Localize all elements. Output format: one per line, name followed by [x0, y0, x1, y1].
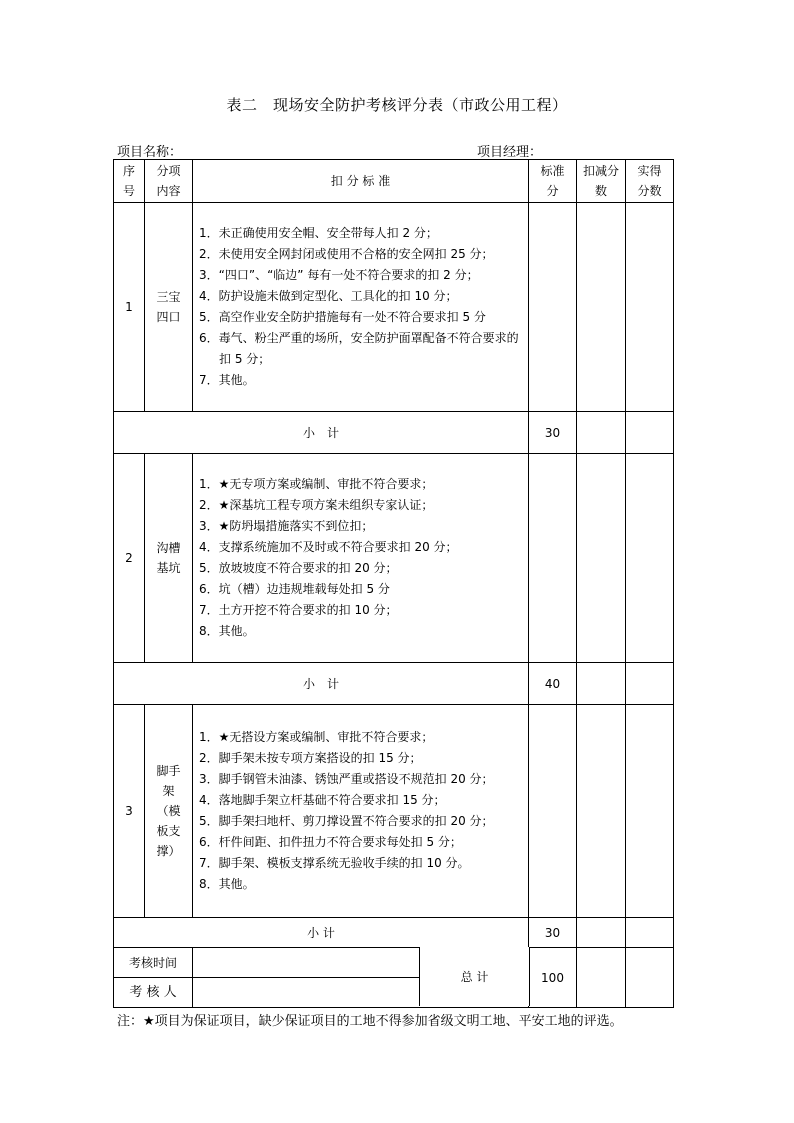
- criteria-line: 6．杆件间距、扣件扭力不符合要求每处扣 5 分；: [199, 835, 462, 849]
- deduct-cell[interactable]: [577, 663, 626, 705]
- section-no: 3: [114, 705, 145, 918]
- criteria-line: 4．落地脚手架立杆基础不符合要求扣 15 分；: [199, 793, 446, 807]
- criteria-line: 5．放坡坡度不符合要求的扣 20 分；: [199, 561, 398, 575]
- criteria-line: 2．未使用安全网封闭或使用不合格的安全网扣 25 分；: [199, 247, 494, 261]
- score-table: [113, 159, 674, 1008]
- subtotal-score: 30: [529, 412, 577, 454]
- total-label: 总 计: [460, 970, 489, 984]
- project-manager-label: 项目经理：: [477, 145, 543, 160]
- criteria-line: 7．土方开挖不符合要求的扣 10 分；: [199, 603, 398, 617]
- deduct-cell[interactable]: [577, 705, 626, 918]
- criteria-line: 3．“四口”、“临边” 每有一处不符合要求的扣 2 分；: [199, 268, 479, 282]
- section-criteria: [193, 454, 529, 663]
- total-actual-cell[interactable]: [626, 948, 674, 1008]
- section-row: [114, 454, 674, 663]
- header-no: 序号: [114, 160, 145, 203]
- criteria-line: 2．★深基坑工程专项方案未组织专家认证；: [199, 498, 434, 512]
- criteria-line: 8．其他。: [199, 624, 255, 638]
- header-standard: 标准分: [529, 160, 577, 203]
- actual-cell[interactable]: [626, 918, 674, 948]
- section-row: [114, 705, 674, 918]
- deduct-cell[interactable]: [577, 918, 626, 948]
- section-no: 1: [114, 203, 145, 412]
- subtotal-score: 30: [529, 918, 577, 948]
- criteria-line: 1．★无搭设方案或编制、审批不符合要求；: [199, 730, 434, 744]
- assessor-label: 考 核 人: [114, 978, 193, 1008]
- standard-cell: [529, 454, 577, 663]
- criteria-line: 1．★无专项方案或编制、审批不符合要求；: [199, 477, 434, 491]
- criteria-line: 3．脚手钢管未油漆、锈蚀严重或搭设不规范扣 20 分；: [199, 772, 494, 786]
- subtotal-label: 小 计: [114, 663, 529, 705]
- header-deduct: 扣减分数: [577, 160, 626, 203]
- project-name-label: 项目名称：: [117, 145, 183, 160]
- standard-cell: [529, 705, 577, 918]
- header-row: [114, 160, 674, 203]
- criteria-line: 扣 5 分；: [219, 352, 271, 366]
- subtotal-score: 40: [529, 663, 577, 705]
- section-criteria: [193, 705, 529, 918]
- criteria-line: 4．防护设施未做到定型化、工具化的扣 10 分；: [199, 289, 458, 303]
- deduct-cell[interactable]: [577, 412, 626, 454]
- criteria-line: 8．其他。: [199, 877, 255, 891]
- actual-cell[interactable]: [626, 454, 674, 663]
- header-item: 分项内容: [145, 160, 193, 203]
- deduct-cell[interactable]: [577, 454, 626, 663]
- criteria-line: 4．支撑系统施加不及时或不符合要求扣 20 分；: [199, 540, 458, 554]
- total-score: 100: [529, 948, 577, 1008]
- footer-row-time: [114, 948, 674, 978]
- criteria-line: 3．★防坍塌措施落实不到位扣；: [199, 519, 374, 533]
- criteria-line: 7．脚手架、模板支撑系统无验收手续的扣 10 分。: [199, 856, 470, 870]
- subtotal-label: 小 计: [114, 918, 529, 948]
- total-deduct-cell[interactable]: [577, 948, 626, 1008]
- subtotal-label: 小 计: [114, 412, 529, 454]
- criteria-line: 1．未正确使用安全帽、安全带每人扣 2 分；: [199, 226, 438, 240]
- subtotal-row: [114, 918, 674, 948]
- criteria-line: 7．其他。: [199, 373, 255, 387]
- standard-cell: [529, 203, 577, 412]
- section-criteria: [193, 203, 529, 412]
- footnote: 注：★项目为保证项目，缺少保证项目的工地不得参加省级文明工地、平安工地的评选。: [117, 1014, 623, 1029]
- actual-cell[interactable]: [626, 412, 674, 454]
- criteria-line: 2．脚手架未按专项方案搭设的扣 15 分；: [199, 751, 422, 765]
- criteria-line: 5．高空作业安全防护措施每有一处不符合要求扣 5 分: [199, 310, 486, 324]
- actual-cell[interactable]: [626, 203, 674, 412]
- section-no: 2: [114, 454, 145, 663]
- actual-cell[interactable]: [626, 663, 674, 705]
- criteria-line: 6．毒气、粉尘严重的场所，安全防护面罩配备不符合要求的: [199, 331, 519, 345]
- section-name: 脚手架（模板支撑）: [145, 705, 193, 918]
- deduct-cell[interactable]: [577, 203, 626, 412]
- assessment-time-label: 考核时间: [114, 948, 193, 978]
- section-row: [114, 203, 674, 412]
- subtotal-row: [114, 663, 674, 705]
- criteria-line: 5．脚手架扫地杆、剪刀撑设置不符合要求的扣 20 分；: [199, 814, 494, 828]
- actual-cell[interactable]: [626, 705, 674, 918]
- subtotal-row: [114, 412, 674, 454]
- total-label-box: [419, 947, 530, 1006]
- header-criteria: 扣 分 标 准: [193, 160, 529, 203]
- section-name: 三宝四口: [145, 203, 193, 412]
- page-title: 表二 现场安全防护考核评分表（市政公用工程）: [226, 96, 568, 114]
- section-name: 沟槽基坑: [145, 454, 193, 663]
- header-actual: 实得分数: [626, 160, 674, 203]
- criteria-line: 6．坑（槽）边违规堆载每处扣 5 分: [199, 582, 390, 596]
